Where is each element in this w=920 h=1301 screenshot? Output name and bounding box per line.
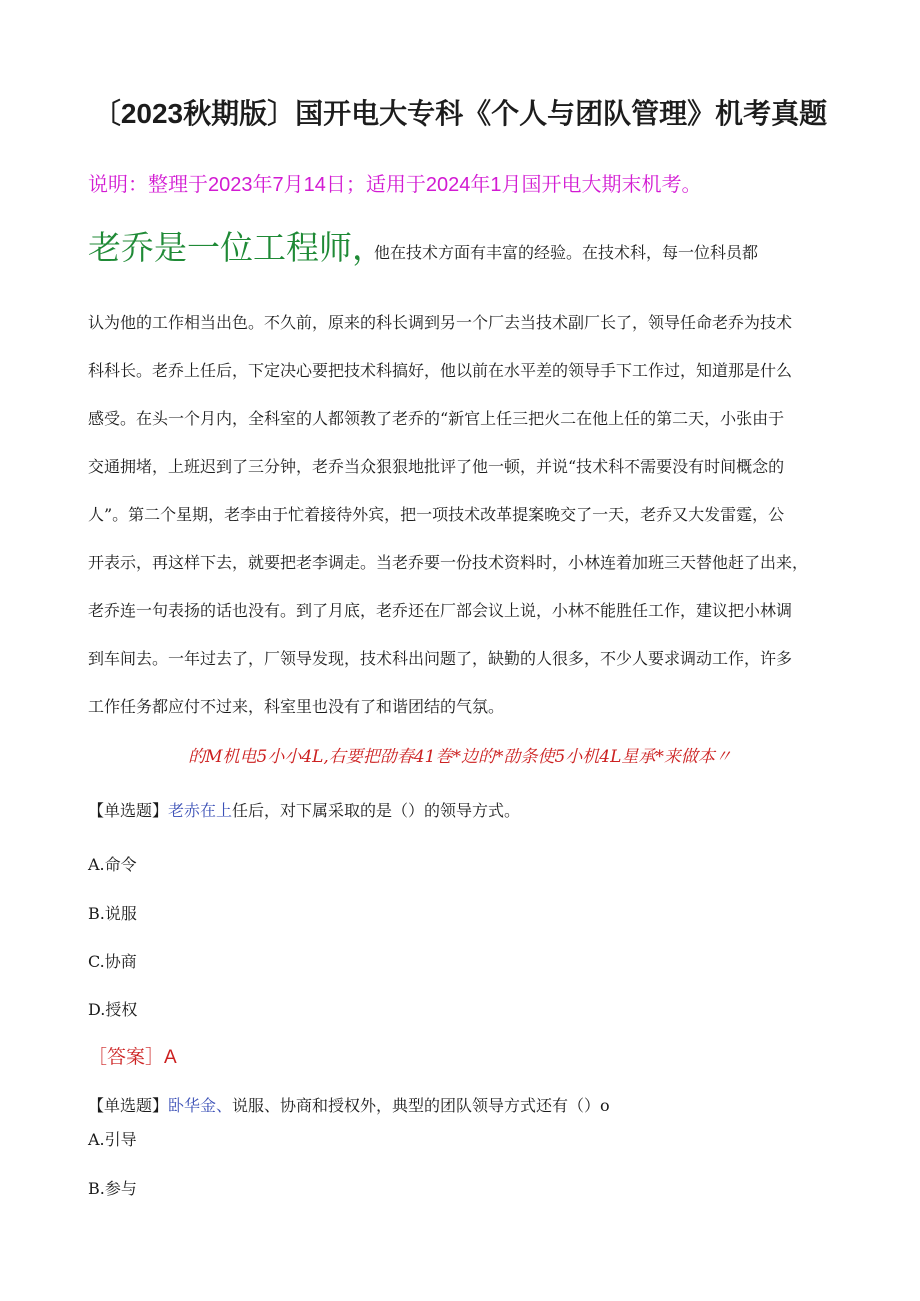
case-lead-tail: 他在技术方面有丰富的经验。在技术科，每一位科员都 — [374, 243, 759, 262]
question-highlight: 卧华金、 — [168, 1096, 233, 1115]
question-text: 任后，对下属采取的是（）的领导方式。 — [232, 801, 521, 820]
case-line: 开表示，再这样下去，就要把老李调走。当老乔要一份技术资料时，小林连着加班三天替他赶了出来， — [88, 553, 809, 572]
q1-option-b: B.说服 — [88, 904, 137, 923]
question-text: 说服、协商和授权外，典型的团队领导方式还有（）o — [232, 1096, 610, 1115]
question-2 — [88, 1093, 610, 1116]
case-line: 交通拥堵，上班迟到了三分钟，老乔当众狠狠地批评了他一顿，并说“技术科不需要没有时间概念的 — [88, 457, 785, 476]
case-line: 工作任务都应付不过来，科室里也没有了和谐团结的气氛。 — [88, 697, 505, 716]
q2-option-a: A.引导 — [88, 1130, 137, 1149]
case-lead: 老乔是一位工程师， — [88, 228, 385, 267]
case-line: 到车间去。一年过去了，厂领导发现，技术科出问题了，缺勤的人很多，不少人要求调动工作，许多 — [88, 649, 793, 668]
case-line: 人”。第二个星期，老李由于忙着接待外宾，把一项技术改革提案晚交了一天，老乔又大发雷霆，公 — [88, 505, 785, 524]
case-line: 老乔连一句表扬的话也没有。到了月底，老乔还在厂部会议上说，小林不能胜任工作，建议把小林调 — [88, 601, 793, 620]
q2-option-b: B.参与 — [88, 1179, 137, 1198]
q1-option-c: C.协商 — [88, 952, 137, 971]
q1-answer: ［答案］A — [88, 1047, 177, 1068]
q1-option-a: A.命令 — [88, 855, 137, 874]
q1-option-d: D.授权 — [88, 1000, 138, 1019]
question-1 — [88, 798, 520, 821]
question-type-tag: 【单选题】 — [88, 801, 169, 820]
case-line: 认为他的工作相当出色。不久前，原来的科长调到另一个厂去当技术副厂长了，领导任命老乔为技术 — [88, 313, 793, 332]
case-hint: 的M机电5小小4L,右要把劭春41巻*边的*劭条使5小机4L星承*来做本〃 — [188, 747, 732, 767]
question-highlight: 老赤在上 — [168, 801, 233, 820]
question-type-tag: 【单选题】 — [88, 1096, 169, 1115]
case-line: 科科长。老乔上任后，下定决心要把技术科搞好，他以前在水平差的领导手下工作过，知道那是什么 — [88, 361, 793, 380]
case-line: 感受。在头一个月内，全科室的人都领教了老乔的“新官上任三把火二在他上任的第二天，小张由于 — [88, 409, 785, 428]
explanation-note: 说明：整理于2023年7月14日；适用于2024年1月国开电大期末机考。 — [88, 174, 702, 196]
page-title: 〔2023秋期版〕国开电大专科《个人与团队管理》机考真题 — [92, 98, 828, 129]
